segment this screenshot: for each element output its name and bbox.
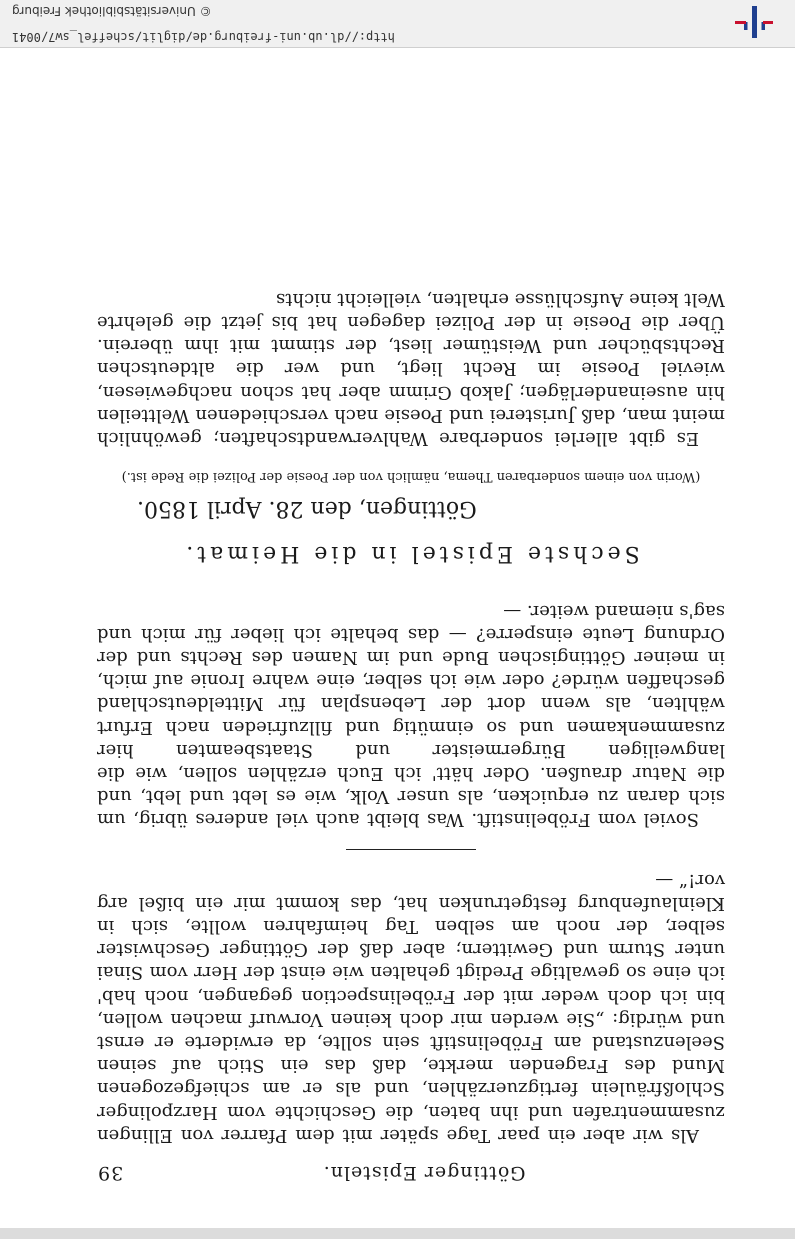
section-divider	[346, 849, 476, 850]
viewer-bottom-bar	[0, 1228, 795, 1239]
dateline: Göttingen, den 28. April 1850.	[137, 496, 477, 522]
running-title: Göttinger Episteln.	[322, 1162, 526, 1184]
paragraph-1: Als wir aber ein paar Tage später mit dem Pfarrer von Ellingen zusammentrafen und ihn baten, die Geschichte vom Harzpolinger Schloßfräulein fertigzuerzählen, und als er am schiefgezogenen Mund des Fragenden merkte, daß das ein Stich auf seinen Seelenzustand am Fröbelinstift sein sollte, da erwiderte er ernst und würdig: „Sie werden mir doch keinen Vorwurf machen wollen, bin ich doch weder mit der Fröbelinspection gegangen, noch hab' ich eine so gewaltige Predigt gehalten wie einst der Herr vom Sinai unter Sturm und Gewittern; aber daß der Göttinger Geschwister selber, der noch am selben Tag heimfahren wollte, sich in Kleinlaufenburg festgetrunken hat, das kommt mir ein bißel arg vor!“ —	[97, 869, 725, 1146]
copyright-notice: © Universitätsbibliothek Freiburg	[12, 4, 212, 18]
page-number: 39	[97, 1162, 124, 1184]
ub-freiburg-logo-icon	[733, 4, 775, 40]
paragraph-3: Es gibt allerlei sonderbare Wahlverwandtschaften; gewöhnlich meint man, daß Juristerei und Poesie nach verschiedenen Weltteilen hin auseinanderlägen; Jakob Grimm aber hat schon nachgewiesen, wieviel Poesie im Recht liegt, und wer die altdeutschen Rechtsbücher und Weistümer liest, der stimmt mit ihm überein. Über die Poesie in der Polizei dagegen hat bis jetzt die gelehrte Welt keine Aufschlüsse erhalten, vielleicht nichts	[97, 288, 725, 449]
book-page	[97, 288, 725, 1185]
running-head	[97, 1161, 725, 1184]
paragraph-2: Soviel vom Fröbelinstift. Was bleibt auch viel anderes übrig, um sich daran zu erquicken, als unser Volk, wie es lebt und lebt, und die Natur draußen. Oder hätt' ich Euch erzählen sollen, wie die langweiligen Bürgermeister und Staatsbeamten hier zusammenkamen und so einmütig und fillzufrieden nach Erfurt wählten, als wenn dort der Lebensplan für Mitteldeutschland geschaffen würde? oder wie ich selber, eine wahre Ironie auf mich, in meiner Göttingischen Bude und im Namen des Rechts und der Ordnung Leute einsperre? — das behalte ich lieber für mich und sag's niemand weiter. —	[97, 600, 725, 831]
chapter-subtitle: (Worin von einem sonderbaren Thema, nämlich von der Poesie der Polizei die Rede ist.)	[121, 468, 701, 484]
scan-url[interactable]: http://dl.ub.uni-freiburg.de/diglit/scheffel_sw7/0041	[12, 30, 395, 44]
section-title: Sechste Epistel in die Heimat.	[182, 541, 640, 567]
